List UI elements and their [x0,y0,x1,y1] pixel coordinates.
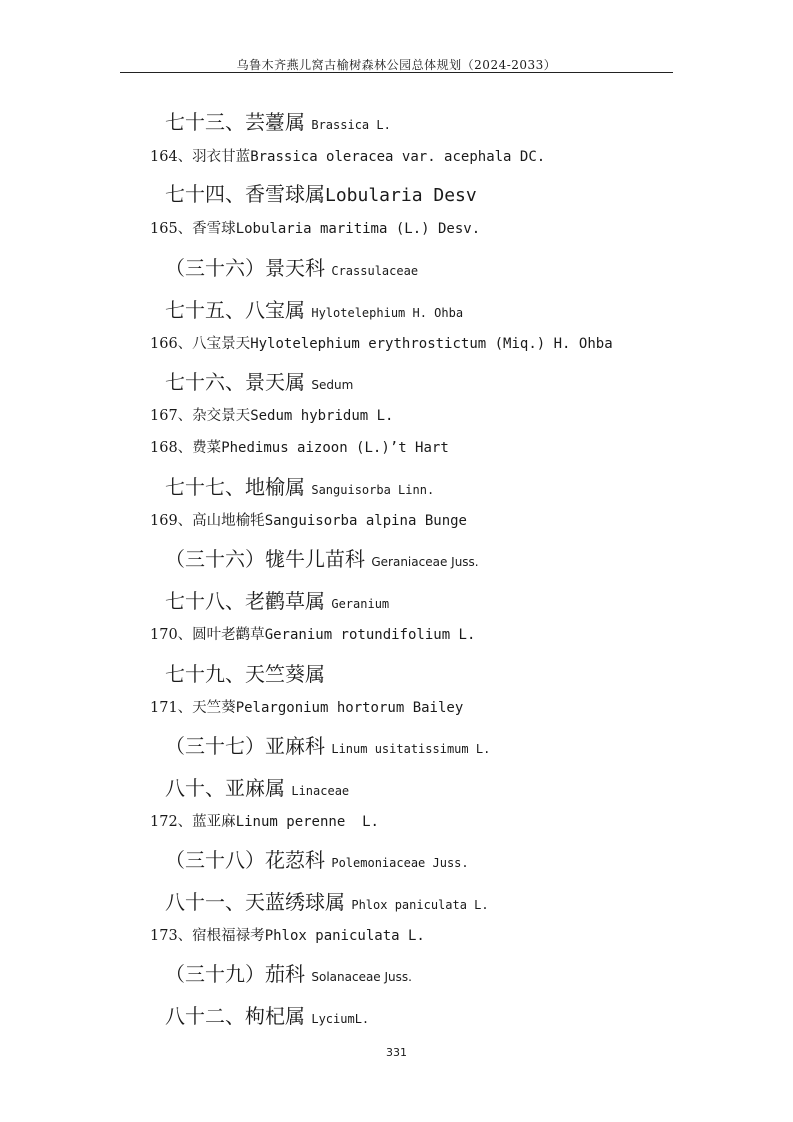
genus-latin: Sedum [311,378,354,392]
family-latin: Linum usitatissimum L. [331,742,491,756]
genus-latin: Geranium [331,597,390,611]
family-heading: （三十七）亚麻科 Linum usitatissimum L. [165,734,491,758]
genus-latin: LyciumL. [311,1012,370,1026]
species-entry: 167、杂交景天Sedum hybridum L. [150,408,394,424]
species-latin: Geranium rotundifolium L. [264,627,476,643]
species-latin: Phedimus aizoon (L.)’t Hart [221,440,449,456]
genus-heading: 七十九、天竺葵属 [165,662,325,686]
family-latin: Solanaceae Juss. [311,970,412,984]
running-header: 乌鲁木齐燕儿窝古榆树森林公园总体规划（2024-2033） [236,58,557,72]
species-entry: 164、羽衣甘蓝Brassica oleracea var. acephala DC. [150,149,546,165]
genus-heading: 七十八、老鹳草属 Geranium [165,589,390,613]
family-heading: （三十八）花荵科 Polemoniaceae Juss. [165,848,469,872]
species-latin: Sedum hybridum L. [250,408,394,424]
family-latin: Polemoniaceae Juss. [331,856,469,870]
genus-heading: 七十七、地榆属 Sanguisorba Linn. [165,475,435,499]
genus-heading: 七十三、芸薹属 Brassica L. [165,110,391,134]
genus-latin: Sanguisorba Linn. [311,483,435,497]
genus-heading: 八十一、天蓝绣球属 Phlox paniculata L. [165,890,489,914]
genus-latin: Brassica L. [311,118,391,132]
species-entry: 172、蓝亚麻Linum perenne L. [150,814,379,830]
species-latin: Pelargonium hortorum Bailey [235,700,464,716]
species-latin: Brassica oleracea var. acephala DC. [250,149,546,165]
family-heading: （三十六）景天科 Crassulaceae [165,256,419,280]
genus-heading: 八十二、枸杞属 LyciumL. [165,1004,370,1028]
genus-heading: 七十五、八宝属 Hylotelephium H. Ohba [165,298,464,322]
species-entry: 165、香雪球Lobularia maritima (L.) Desv. [150,221,481,237]
species-entry: 170、圆叶老鹳草Geranium rotundifolium L. [150,627,476,643]
species-entry: 166、八宝景天Hylotelephium erythrostictum (Miq.) H. Ohba [150,336,613,352]
genus-heading: 七十六、景天属 Sedum [165,370,354,394]
species-latin: Phlox paniculata L. [264,928,425,944]
family-heading: （三十六）牻牛儿苗科 Geraniaceae Juss. [165,547,479,571]
page-number: 331 [386,1046,407,1059]
genus-latin: Linaceae [291,784,350,798]
species-entry: 173、宿根福禄考Phlox paniculata L. [150,928,425,944]
species-entry: 168、费菜Phedimus aizoon (L.)’t Hart [150,440,449,456]
species-entry: 171、天竺葵Pelargonium hortorum Bailey [150,700,464,716]
genus-heading: 八十、亚麻属 Linaceae [165,776,350,800]
species-latin: Sanguisorba alpina Bunge [264,513,467,529]
family-heading: （三十九）茄科 Solanaceae Juss. [165,962,412,986]
family-latin: Geraniaceae Juss. [371,555,479,569]
species-entry: 169、高山地榆牦Sanguisorba alpina Bunge [150,513,467,529]
family-latin: Crassulaceae [331,264,419,278]
genus-latin: Phlox paniculata L. [351,898,489,912]
genus-heading: 七十四、香雪球属Lobularia Desv [165,182,477,206]
genus-latin: Lobularia Desv [325,185,477,206]
species-latin: Linum perenne L. [235,814,379,830]
species-latin: Lobularia maritima (L.) Desv. [235,221,481,237]
header-rule [120,72,673,73]
genus-latin: Hylotelephium H. Ohba [311,306,464,320]
species-latin: Hylotelephium erythrostictum (Miq.) H. Ohba [250,336,613,352]
